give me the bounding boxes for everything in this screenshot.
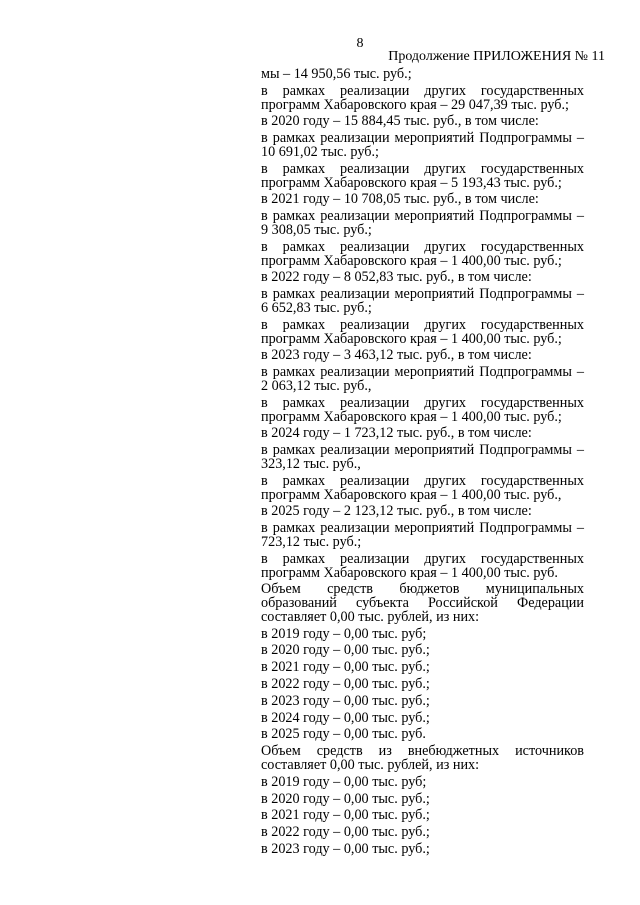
paragraph: в 2021 году – 0,00 тыс. руб.;: [261, 807, 430, 824]
paragraph: в рамках реализации других государственных программ Хабаровского края – 1 400,00 тыс. руб.;: [261, 238, 584, 269]
paragraph: в рамках реализации других государственных программ Хабаровского края – 5 193,43 тыс. руб.;: [261, 160, 584, 191]
paragraph: в 2024 году – 1 723,12 тыс. руб., в том числе:: [261, 425, 532, 442]
paragraph: в 2022 году – 8 052,83 тыс. руб., в том числе:: [261, 269, 532, 286]
paragraph: в 2019 году – 0,00 тыс. руб;: [261, 625, 427, 642]
paragraph: в рамках реализации других государственных программ Хабаровского края – 1 400,00 тыс. руб.;: [261, 316, 584, 347]
paragraph: в 2020 году – 0,00 тыс. руб.;: [261, 642, 430, 659]
paragraph: в рамках реализации мероприятий Подпрограммы – 323,12 тыс. руб.,: [261, 442, 584, 472]
document-body: [261, 68, 584, 860]
paragraph: в рамках реализации других государственных программ Хабаровского края – 1 400,00 тыс. руб.;: [261, 394, 584, 425]
paragraph: Объем средств бюджетов муниципальных образований субъекта Российской Федерации составляет 0,00 тыс. рублей, из них:: [261, 581, 584, 625]
paragraph: в рамках реализации других государственных программ Хабаровского края – 1 400,00 тыс. руб.,: [261, 472, 584, 503]
paragraph: в рамках реализации мероприятий Подпрограммы – 10 691,02 тыс. руб.;: [261, 130, 584, 160]
paragraph: в 2023 году – 0,00 тыс. руб.;: [261, 841, 430, 858]
paragraph: в 2021 году – 0,00 тыс. руб.;: [261, 659, 430, 676]
paragraph: в 2019 году – 0,00 тыс. руб;: [261, 773, 427, 790]
paragraph: в 2021 году – 10 708,05 тыс. руб., в том числе:: [261, 191, 539, 208]
paragraph: в рамках реализации других государственных программ Хабаровского края – 29 047,39 тыс. руб.;: [261, 82, 584, 113]
paragraph: в 2022 году – 0,00 тыс. руб.;: [261, 824, 430, 841]
paragraph: в рамках реализации мероприятий Подпрограммы – 723,12 тыс. руб.;: [261, 520, 584, 550]
paragraph: Объем средств из внебюджетных источников составляет 0,00 тыс. рублей, из них:: [261, 743, 584, 774]
page-number: 8: [356, 36, 364, 51]
paragraph: в 2023 году – 0,00 тыс. руб.;: [261, 692, 430, 709]
paragraph: в рамках реализации других государственных программ Хабаровского края – 1 400,00 тыс. руб.: [261, 550, 584, 581]
paragraph: в рамках реализации мероприятий Подпрограммы – 6 652,83 тыс. руб.;: [261, 286, 584, 316]
paragraph: в 2022 году – 0,00 тыс. руб.;: [261, 676, 430, 693]
paragraph: в 2020 году – 0,00 тыс. руб.;: [261, 790, 430, 807]
paragraph: в 2023 году – 3 463,12 тыс. руб., в том числе:: [261, 347, 532, 364]
appendix-continuation-label: Продолжение ПРИЛОЖЕНИЯ № 11: [388, 49, 605, 64]
paragraph: в рамках реализации мероприятий Подпрограммы – 2 063,12 тыс. руб.,: [261, 364, 584, 394]
paragraph: в рамках реализации мероприятий Подпрограммы – 9 308,05 тыс. руб.;: [261, 208, 584, 238]
paragraph: в 2025 году – 0,00 тыс. руб.: [261, 726, 426, 743]
paragraph: в 2020 году – 15 884,45 тыс. руб., в том числе:: [261, 113, 539, 130]
paragraph: в 2025 году – 2 123,12 тыс. руб., в том числе:: [261, 503, 532, 520]
paragraph: в 2024 году – 0,00 тыс. руб.;: [261, 709, 430, 726]
paragraph: мы – 14 950,56 тыс. руб.;: [261, 66, 412, 82]
